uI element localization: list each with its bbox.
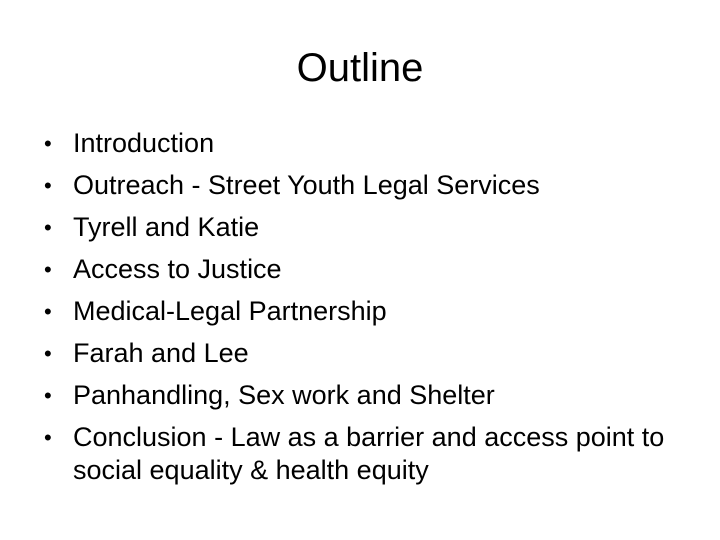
bullet-icon: • bbox=[44, 425, 52, 450]
slide-title: Outline bbox=[296, 46, 424, 90]
bullet-item-conclusion bbox=[44, 421, 684, 487]
bullet-text: Conclusion - Law as a barrier and access point to social equality & health equity bbox=[73, 422, 665, 485]
bullet-list bbox=[44, 127, 684, 487]
bullet-item-outreach bbox=[44, 169, 684, 202]
bullet-icon: • bbox=[44, 257, 52, 282]
bullet-icon: • bbox=[44, 215, 52, 240]
bullet-text: Farah and Lee bbox=[73, 338, 249, 368]
bullet-icon: • bbox=[44, 299, 52, 324]
bullet-item-access-justice bbox=[44, 253, 684, 286]
bullet-icon: • bbox=[44, 341, 52, 366]
bullet-text: Introduction bbox=[73, 128, 215, 158]
bullet-text: Access to Justice bbox=[73, 254, 282, 284]
bullet-text: Panhandling, Sex work and Shelter bbox=[73, 380, 495, 410]
bullet-icon: • bbox=[44, 131, 52, 156]
bullet-text: Tyrell and Katie bbox=[73, 212, 260, 242]
bullet-item-introduction bbox=[44, 127, 684, 160]
bullet-text: Medical-Legal Partnership bbox=[73, 296, 387, 326]
bullet-item-tyrell-katie bbox=[44, 211, 684, 244]
bullet-icon: • bbox=[44, 383, 52, 408]
bullet-item-panhandling bbox=[44, 379, 684, 412]
bullet-icon: • bbox=[44, 173, 52, 198]
bullet-item-farah-lee bbox=[44, 337, 684, 370]
bullet-item-medical-legal bbox=[44, 295, 684, 328]
bullet-text: Outreach - Street Youth Legal Services bbox=[73, 170, 540, 200]
